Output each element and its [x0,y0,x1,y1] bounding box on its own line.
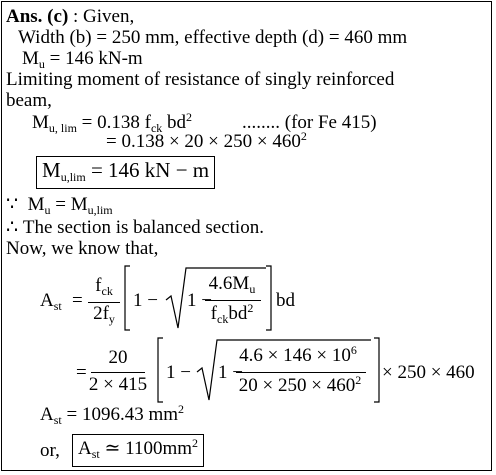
mulim-result-box: Mu,lim = 146 kN − m [36,156,215,189]
width-depth-line: Width (b) = 250 mm, effective depth (d) = 460 mm [18,27,408,48]
limiting-line-2: beam, [6,90,52,111]
or-label: or, [40,440,60,461]
answer-label: Ans. (c) [6,6,69,27]
mulim-eq-1: $M_{u, lim} = 0.138$ $f_{ck}$ $bd^2$ [32,110,193,135]
mulim-eq-2: = $0.138 \times 20 \times 250 \times 460^2$ [106,129,307,152]
mu-line: $M_u = 146$ kN-m [22,48,143,71]
approx-symbol: ≃ [104,438,121,459]
since-line: ∵ $M_u = M_{u,lim}$ [6,194,113,217]
limiting-line-1: Limiting moment of resistance of singly reinforced [6,69,395,90]
fck-over-2fy: $f_{ck}$ [95,275,113,298]
final-answer-box: $A_{st}$ ≃ $1100mm^2$ [72,434,204,467]
therefore-line: ∴ The section is balanced section. [6,217,264,238]
therefore-symbol: ∴ [6,217,19,238]
ast-lhs: $A_{st}$ [40,290,62,313]
given-label: : Given, [68,6,135,27]
ast-result: $A_{st} = 1096.43$ $mm^2$ [40,402,185,427]
because-symbol: ∵ [6,194,19,215]
now-line: Now, we know that, [6,238,159,259]
fe415-note: ........ (for Fe 415) [242,112,377,133]
